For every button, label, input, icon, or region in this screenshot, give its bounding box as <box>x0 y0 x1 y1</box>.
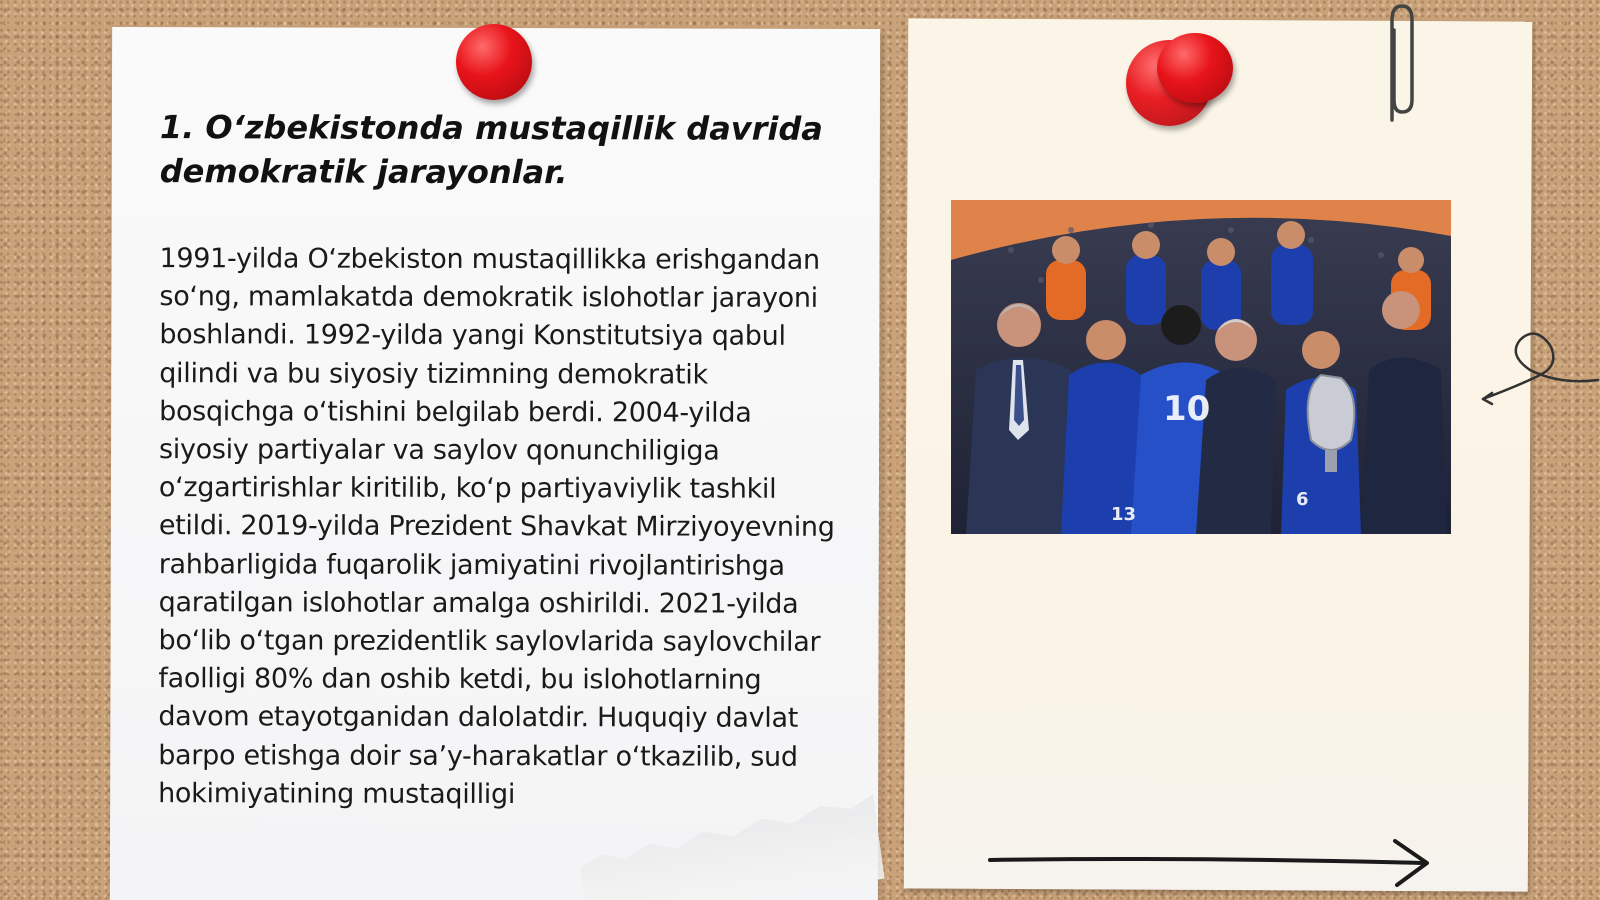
team-celebration-photo <box>951 200 1451 534</box>
jersey-number: 6 <box>1296 489 1309 510</box>
slide-body-text: 1991-yilda O‘zbekiston mustaqillikka erishgandan so‘ng, mamlakatda demokratik islohotlar jarayoni boshlandi. 1992-yilda yangi Konstitutsiya qabul qilindi va bu siyosiy tizimning demokratik bosqichga o‘tishini belgilab berdi. 2004-yilda siyosiy partiyalar va saylov qonunchiligiga o‘zgartirishlar kiritilib, ko‘p partiyaviylik tashkil etildi. 2019-yilda Prezident Shavkat Mirziyoyevning rahbarligida fuqarolik jamiyatini rivojlantirishga qaratilgan islohotlar amalga oshirildi. 2021-yilda bo‘lib o‘tgan prezidentlik saylovlarida saylovchilar faolligi 80% dan oshib ketdi, bu islohotlarning davom etayotganidan dalolatdir. Huquqiy davlat barpo etishga doir sa’y-harakatlar o‘tkazilib, sud hokimiyatining mustaqilligi <box>158 243 835 810</box>
paperclip-icon <box>1378 0 1418 125</box>
red-pushpin-left <box>456 24 532 100</box>
right-arrow-icon <box>985 835 1445 895</box>
slide-heading: 1. O‘zbekistonda mustaqillik davrida demokratik jarayonlar. <box>159 108 823 192</box>
red-pushpin-right-front <box>1157 33 1233 103</box>
text-paper-card <box>110 27 880 900</box>
string-scribble <box>1480 315 1600 415</box>
jersey-number: 10 <box>1163 389 1211 429</box>
jersey-number: 13 <box>1111 504 1137 525</box>
